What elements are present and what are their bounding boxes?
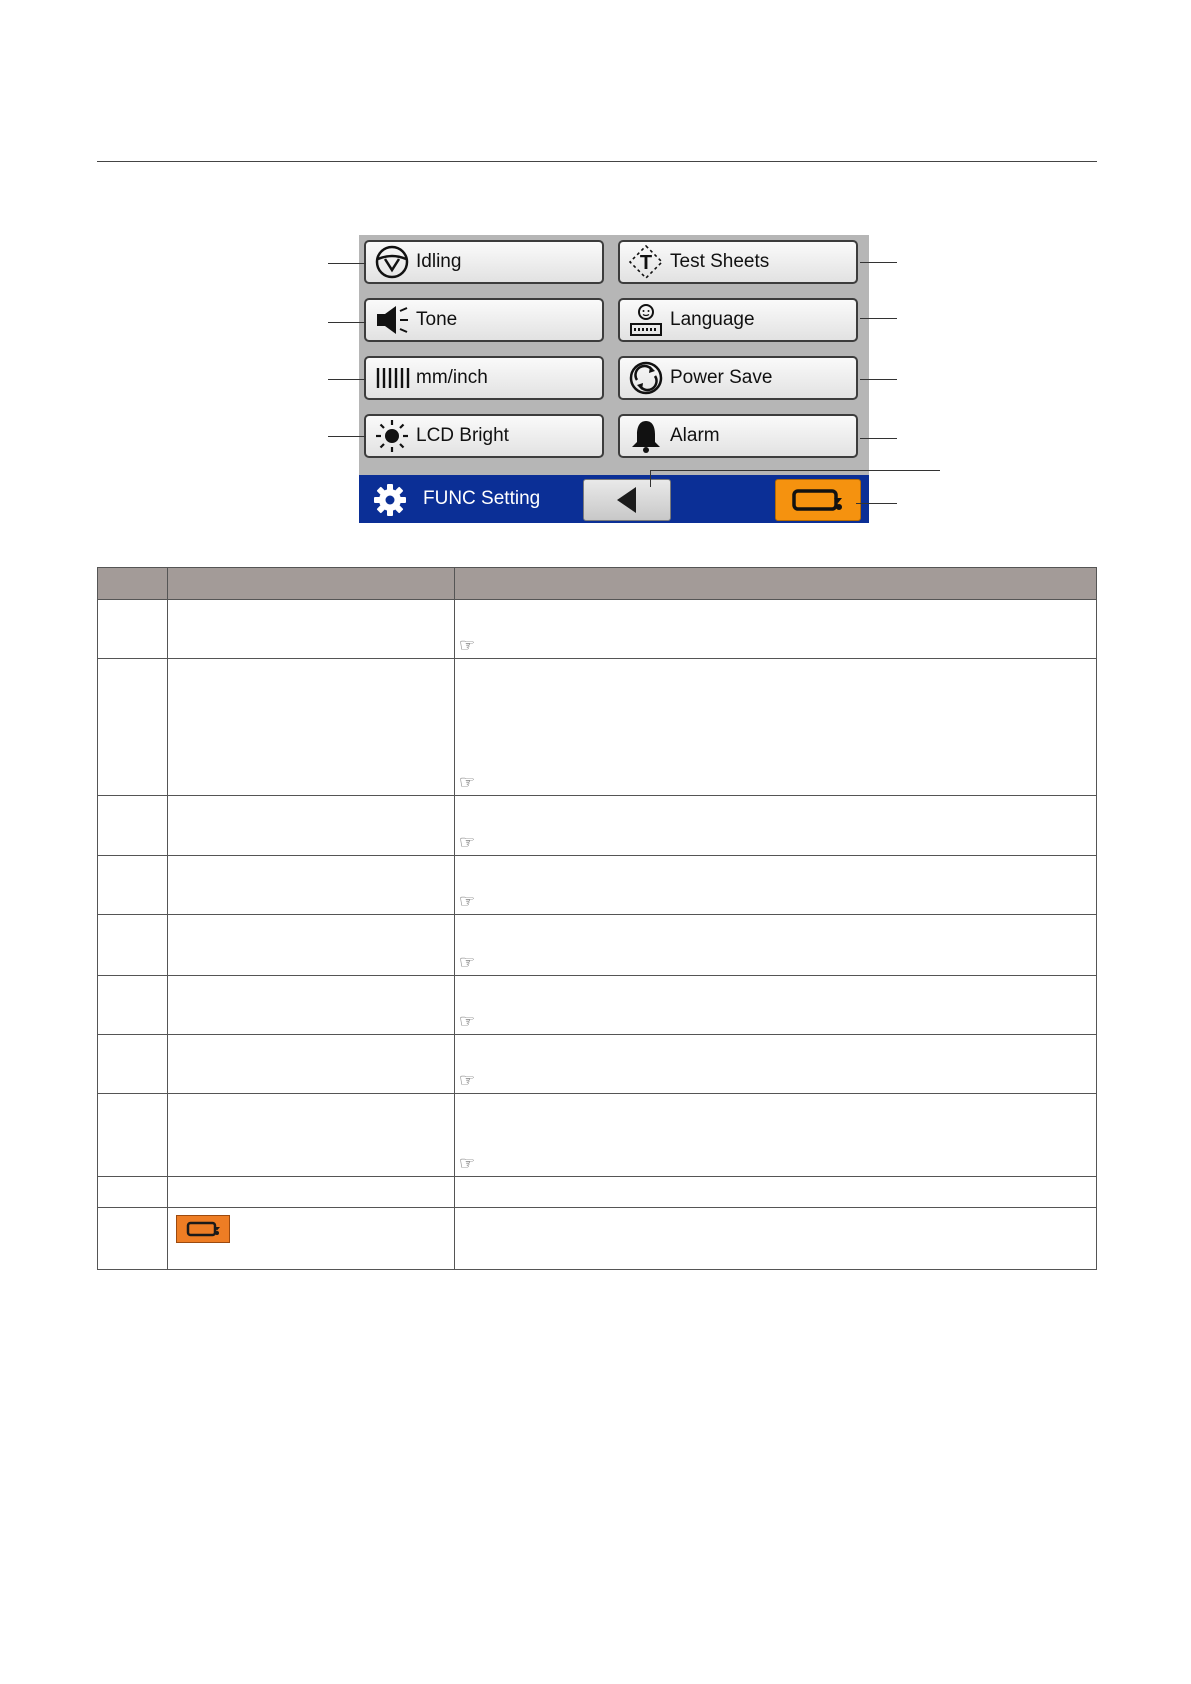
header-item [168,568,455,600]
power-save-button[interactable] [618,356,858,400]
pointing-hand-icon[interactable]: ☞ [459,1153,476,1174]
svg-text:T: T [639,252,653,274]
callout-line-test-sheets [860,262,897,263]
table-row [98,1094,1097,1177]
row-item-cell [168,659,455,796]
back-button[interactable] [583,479,671,521]
alarm-label: Alarm [670,425,720,446]
row-item-cell [168,856,455,915]
table-row [98,1208,1097,1270]
callout-line-back [650,470,940,471]
end-key-icon [790,486,846,514]
end-key-icon [176,1215,230,1243]
steering-wheel-icon [374,244,410,280]
pointing-hand-icon[interactable]: ☞ [459,1070,476,1091]
callout-line-tone [328,322,366,323]
table-header-row [98,568,1097,600]
row-number-cell [98,600,168,659]
table-row [98,600,1097,659]
row-description-cell [455,796,1097,856]
test-sheets-label: Test Sheets [670,251,770,272]
row-item-cell [168,1094,455,1177]
header-description [455,568,1097,600]
row-item-cell [168,976,455,1035]
table-row [98,1035,1097,1094]
row-description-cell [455,856,1097,915]
callout-line-mm-inch [328,379,366,380]
row-item-cell [168,600,455,659]
callout-line-idling [328,263,366,264]
table-row [98,796,1097,856]
row-item-cell [168,1177,455,1208]
pointing-hand-icon[interactable]: ☞ [459,891,476,912]
lcd-bright-label: LCD Bright [416,425,509,446]
row-description-cell [455,659,1097,796]
left-arrow-icon [614,485,640,515]
keyboard-person-icon [628,302,664,338]
ruler-bars-icon [374,360,410,396]
tone-label: Tone [416,309,458,330]
row-number-cell [98,659,168,796]
pointing-hand-icon[interactable]: ☞ [459,832,476,853]
row-description-cell [455,976,1097,1035]
power-save-icon [628,360,664,396]
alarm-button[interactable] [618,414,858,458]
pointing-hand-icon[interactable]: ☞ [459,772,476,793]
test-pattern-icon [628,244,664,280]
callout-line-alarm [860,438,897,439]
sun-icon [374,418,410,454]
description-table [97,567,1097,1270]
table-row [98,1177,1097,1208]
pointing-hand-icon[interactable]: ☞ [459,1011,476,1032]
func-setting-screen [359,235,869,523]
table-row [98,659,1097,796]
language-button[interactable] [618,298,858,342]
row-description-cell [455,1094,1097,1177]
callout-line-power-save [860,379,897,380]
row-description-cell [455,1177,1097,1208]
row-description-cell [455,1035,1097,1094]
speaker-icon [374,302,410,338]
table-row [98,856,1097,915]
power-save-label: Power Save [670,367,773,388]
idling-button[interactable] [364,240,604,284]
table-row [98,915,1097,976]
tone-button[interactable] [364,298,604,342]
row-number-cell [98,915,168,976]
test-sheets-button[interactable] [618,240,858,284]
mm-inch-label: mm/inch [416,367,488,388]
row-item-cell [168,915,455,976]
table-row [98,976,1097,1035]
bell-icon [628,418,664,454]
row-number-cell [98,1177,168,1208]
row-number-cell [98,796,168,856]
pointing-hand-icon[interactable]: ☞ [459,635,476,656]
callout-line-lcd-bright [328,436,366,437]
callout-line-language [860,318,897,319]
status-title: FUNC Setting [423,488,541,509]
idling-label: Idling [416,251,462,272]
mm-inch-button[interactable] [364,356,604,400]
row-description-cell [455,1208,1097,1270]
language-label: Language [670,309,755,330]
row-number-cell [98,856,168,915]
row-description-cell [455,600,1097,659]
gear-icon [373,483,407,517]
row-number-cell [98,1035,168,1094]
row-item-cell [168,796,455,856]
header-rule [97,161,1097,162]
row-number-cell [98,1208,168,1270]
callout-line-back-drop [650,470,651,487]
row-description-cell [455,915,1097,976]
row-number-cell [98,1094,168,1177]
row-item-cell [168,1035,455,1094]
lcd-bright-button[interactable] [364,414,604,458]
end-button[interactable] [775,479,861,521]
pointing-hand-icon[interactable]: ☞ [459,952,476,973]
row-item-cell [168,1208,455,1270]
header-number [98,568,168,600]
row-number-cell [98,976,168,1035]
status-bar [359,475,869,523]
callout-line-end [856,503,897,504]
